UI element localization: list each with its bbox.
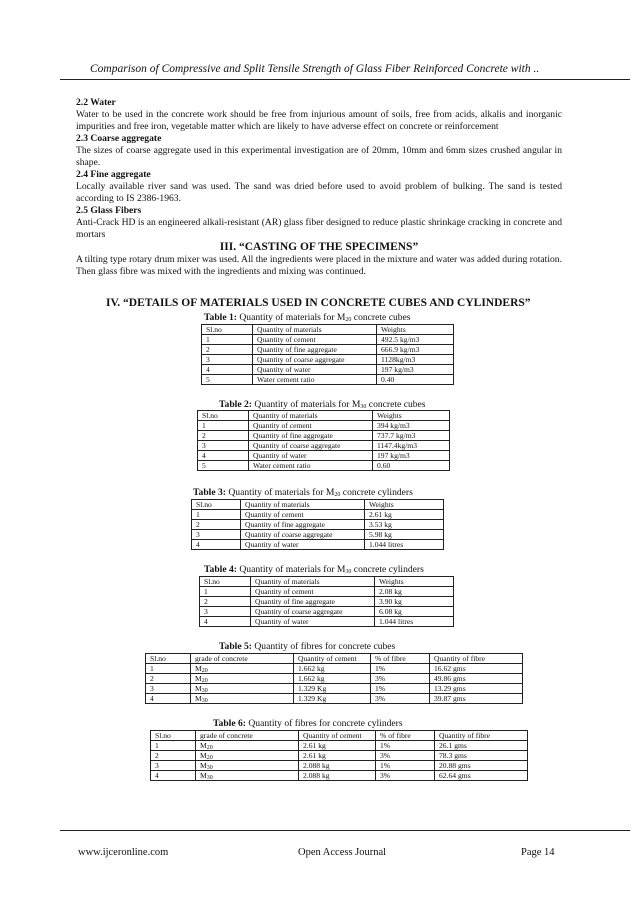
table-cell: 4 bbox=[151, 771, 196, 781]
table-cell: 2 bbox=[146, 674, 191, 684]
fibre-table-cylinders bbox=[150, 730, 528, 781]
table-cell: Quantity of materials bbox=[241, 500, 365, 510]
table-row bbox=[198, 441, 450, 451]
table-cell: Quantity of fine aggregate bbox=[251, 597, 375, 607]
table-row bbox=[192, 510, 444, 520]
table-header-row bbox=[202, 325, 454, 335]
table-cell: 1% bbox=[376, 741, 435, 751]
table-cell: 2.61 kg bbox=[299, 751, 376, 761]
table-cell: $M_{30}$ bbox=[196, 761, 299, 771]
table-header-row bbox=[151, 731, 528, 741]
table-cell: Quantity of cement bbox=[294, 654, 371, 664]
table-caption: Table 1: Quantity of materials for $M_{20}$ concrete cubes bbox=[204, 312, 411, 323]
materials-table-m30-cylinders bbox=[199, 576, 454, 627]
coarse-aggregate-heading: 2.3 Coarse aggregate bbox=[76, 133, 162, 144]
table-cell: 1128kg/m3 bbox=[377, 355, 454, 365]
table-cell: $M_{30}$ bbox=[191, 684, 294, 694]
table-cell: 1.329 Kg bbox=[294, 684, 371, 694]
table-row bbox=[192, 530, 444, 540]
table-cell: $M_{20}$ bbox=[191, 664, 294, 674]
table-cell: Sl.no bbox=[146, 654, 191, 664]
table-cell: 3 bbox=[192, 530, 241, 540]
table-row bbox=[146, 674, 523, 684]
table-row bbox=[200, 597, 454, 607]
table-cell: Quantity of fine aggregate bbox=[249, 431, 373, 441]
table-row bbox=[202, 345, 454, 355]
details-section-heading: IV. “DETAILS OF MATERIALS USED IN CONCRETE CUBES AND CYLINDERS” bbox=[106, 297, 531, 309]
table-cell: 39.87 gms bbox=[430, 694, 523, 704]
table-cell: Sl.no bbox=[200, 577, 251, 587]
table-cell: 3 bbox=[200, 607, 251, 617]
table-cell: 20.88 gms bbox=[435, 761, 528, 771]
table-cell: 1 bbox=[202, 335, 253, 345]
table-cell: 2.61 kg bbox=[365, 510, 444, 520]
table-row bbox=[202, 335, 454, 345]
table-header-row bbox=[192, 500, 444, 510]
table-cell: Water cement ratio bbox=[249, 461, 373, 471]
table-cell: Quantity of cement bbox=[241, 510, 365, 520]
table-row bbox=[198, 451, 450, 461]
table-cell: 666.9 kg/m3 bbox=[377, 345, 454, 355]
table-cell: Quantity of coarse aggregate bbox=[251, 607, 375, 617]
table-cell: 1 bbox=[192, 510, 241, 520]
table-cell: 1.044 litres bbox=[375, 617, 454, 627]
glass-fibers-paragraph: Anti-Crack HD is an engineered alkali-resistant (AR) glass fiber designed to reduce plastic shrinkage cracking in concrete and mortars bbox=[76, 217, 562, 240]
table-cell: 6.08 kg bbox=[375, 607, 454, 617]
table-cell: 3 bbox=[202, 355, 253, 365]
footer-journal: Open Access Journal bbox=[298, 847, 387, 858]
table-cell: Quantity of fine aggregate bbox=[241, 520, 365, 530]
running-header: Comparison of Compressive and Split Tensile Strength of Glass Fiber Reinforced Concrete with .. bbox=[90, 63, 540, 75]
table-caption: Table 2: Quantity of materials for $M_{30}$ concrete cubes bbox=[219, 399, 426, 410]
water-paragraph: Water to be used in the concrete work should be free from injurious amount of soils, free from acids, alkalis and inorganic impurities and free iron, vegetable matter which are likely to have adverse effect on concrete or reinforcement bbox=[76, 109, 562, 132]
table-row bbox=[146, 664, 523, 674]
table-cell: Quantity of cement bbox=[249, 421, 373, 431]
table-cell: 5.98 kg bbox=[365, 530, 444, 540]
table-caption: Table 5: Quantity of fibres for concrete cubes bbox=[219, 641, 396, 652]
fibre-table-cubes bbox=[145, 653, 523, 704]
table-row bbox=[202, 355, 454, 365]
table-cell: Quantity of water bbox=[249, 451, 373, 461]
casting-section-heading: III. “CASTING OF THE SPECIMENS” bbox=[219, 241, 419, 253]
table-cell: Quantity of fibre bbox=[435, 731, 528, 741]
table-cell: 492.5 kg/m3 bbox=[377, 335, 454, 345]
table-row bbox=[200, 617, 454, 627]
table-row bbox=[200, 607, 454, 617]
table-cell: Quantity of materials bbox=[253, 325, 377, 335]
table-cell: 1 bbox=[198, 421, 249, 431]
table-row bbox=[151, 761, 528, 771]
table-cell: 197 kg/m3 bbox=[373, 451, 450, 461]
materials-table-m20-cylinders bbox=[191, 499, 444, 550]
table-row bbox=[151, 751, 528, 761]
table-row bbox=[151, 771, 528, 781]
table-cell: 2.088 kg bbox=[299, 761, 376, 771]
table-cell: grade of concrete bbox=[196, 731, 299, 741]
table-caption: Table 3: Quantity of materials for $M_{20}$ concrete cylinders bbox=[193, 487, 413, 498]
table-cell: Weights bbox=[377, 325, 454, 335]
table-cell: $M_{30}$ bbox=[191, 694, 294, 704]
table-cell: 3% bbox=[371, 674, 430, 684]
table-cell: 2.08 kg bbox=[375, 587, 454, 597]
table-row bbox=[198, 461, 450, 471]
table-cell: Quantity of materials bbox=[249, 411, 373, 421]
table-cell: Quantity of cement bbox=[299, 731, 376, 741]
table-cell: Quantity of materials bbox=[251, 577, 375, 587]
table-cell: Quantity of fine aggregate bbox=[253, 345, 377, 355]
body-text bbox=[76, 97, 562, 278]
table-cell: Weights bbox=[375, 577, 454, 587]
table-cell: Quantity of coarse aggregate bbox=[253, 355, 377, 365]
fine-aggregate-paragraph: Locally available river sand was used. The sand was dried before used to avoid problem of bulking. The sand is tested according to IS 2386-1963. bbox=[76, 181, 562, 204]
table-cell: 3% bbox=[376, 771, 435, 781]
table-row bbox=[202, 375, 454, 385]
table-cell: 4 bbox=[202, 365, 253, 375]
table-cell: Sl.no bbox=[198, 411, 249, 421]
table-cell: 2 bbox=[202, 345, 253, 355]
footer-website: www.ijceronline.com bbox=[78, 847, 169, 858]
table-cell: 16.62 gms bbox=[430, 664, 523, 674]
table-cell: 1.662 kg bbox=[294, 674, 371, 684]
glass-fibers-heading: 2.5 Glass Fibers bbox=[76, 205, 142, 216]
table-header-row bbox=[198, 411, 450, 421]
table-header-row bbox=[200, 577, 454, 587]
casting-paragraph: A tilting type rotary drum mixer was used. All the ingredients were placed in the mixture and water was added during rotation. Then glass fibre was mixed with the ingredients and mixing was continued. bbox=[76, 254, 562, 277]
footer-rule bbox=[60, 830, 630, 831]
table-cell: Weights bbox=[365, 500, 444, 510]
table-header-row bbox=[146, 654, 523, 664]
table-cell: 78.3 gms bbox=[435, 751, 528, 761]
table-cell: Quantity of coarse aggregate bbox=[249, 441, 373, 451]
header-rule bbox=[60, 79, 630, 80]
table-row bbox=[198, 431, 450, 441]
table-cell: 3.53 kg bbox=[365, 520, 444, 530]
table-cell: Sl.no bbox=[151, 731, 196, 741]
table-cell: grade of concrete bbox=[191, 654, 294, 664]
table-cell: 2.088 kg bbox=[299, 771, 376, 781]
table-cell: 2.61 kg bbox=[299, 741, 376, 751]
table-cell: Sl.no bbox=[202, 325, 253, 335]
table-cell: 1% bbox=[376, 761, 435, 771]
table-cell: 1 bbox=[146, 664, 191, 674]
table-cell: 1% bbox=[371, 664, 430, 674]
table-cell: Quantity of cement bbox=[253, 335, 377, 345]
table-cell: $M_{30}$ bbox=[196, 771, 299, 781]
table-row bbox=[198, 421, 450, 431]
table-row bbox=[192, 540, 444, 550]
table-cell: 2 bbox=[198, 431, 249, 441]
table-cell: 3% bbox=[371, 694, 430, 704]
table-cell: $M_{20}$ bbox=[196, 741, 299, 751]
table-cell: 1147.4kg/m3 bbox=[373, 441, 450, 451]
table-cell: 4 bbox=[146, 694, 191, 704]
table-cell: 3.90 kg bbox=[375, 597, 454, 607]
table-row bbox=[146, 694, 523, 704]
table-cell: 4 bbox=[192, 540, 241, 550]
materials-table-m30-cubes bbox=[197, 410, 450, 471]
table-cell: 3 bbox=[151, 761, 196, 771]
table-cell: 49.86 gms bbox=[430, 674, 523, 684]
table-cell: Sl.no bbox=[192, 500, 241, 510]
table-row bbox=[192, 520, 444, 530]
table-cell: % of fibre bbox=[376, 731, 435, 741]
table-caption: Table 6: Quantity of fibres for concrete cylinders bbox=[213, 718, 403, 729]
table-cell: 197 kg/m3 bbox=[377, 365, 454, 375]
table-cell: 5 bbox=[202, 375, 253, 385]
table-cell: 4 bbox=[198, 451, 249, 461]
table-cell: 737.7 kg/m3 bbox=[373, 431, 450, 441]
table-cell: % of fibre bbox=[371, 654, 430, 664]
table-cell: 1.662 kg bbox=[294, 664, 371, 674]
table-cell: Quantity of water bbox=[253, 365, 377, 375]
table-cell: 2 bbox=[151, 751, 196, 761]
table-cell: 62.64 gms bbox=[435, 771, 528, 781]
footer-page-number: Page 14 bbox=[521, 847, 555, 858]
materials-table-m20-cubes bbox=[201, 324, 454, 385]
table-cell: 1% bbox=[371, 684, 430, 694]
fine-aggregate-heading: 2.4 Fine aggregate bbox=[76, 169, 151, 180]
table-cell: 26.1 gms bbox=[435, 741, 528, 751]
table-cell: Quantity of fibre bbox=[430, 654, 523, 664]
table-cell: 2 bbox=[200, 597, 251, 607]
table-row bbox=[146, 684, 523, 694]
table-cell: 3 bbox=[146, 684, 191, 694]
table-row bbox=[151, 741, 528, 751]
table-cell: 0.60 bbox=[373, 461, 450, 471]
table-cell: 13.29 gms bbox=[430, 684, 523, 694]
table-cell: Water cement ratio bbox=[253, 375, 377, 385]
table-caption: Table 4: Quantity of materials for $M_{30}$ concrete cylinders bbox=[204, 564, 424, 575]
table-cell: Weights bbox=[373, 411, 450, 421]
table-cell: $M_{20}$ bbox=[196, 751, 299, 761]
table-cell: 1 bbox=[200, 587, 251, 597]
table-cell: 0.40 bbox=[377, 375, 454, 385]
table-row bbox=[200, 587, 454, 597]
water-heading: 2.2 Water bbox=[76, 97, 116, 108]
table-cell: Quantity of coarse aggregate bbox=[241, 530, 365, 540]
table-cell: 3 bbox=[198, 441, 249, 451]
table-cell: 394 kg/m3 bbox=[373, 421, 450, 431]
table-cell: 2 bbox=[192, 520, 241, 530]
coarse-aggregate-paragraph: The sizes of coarse aggregate used in this experimental investigation are of 20mm, 10mm and 6mm sizes crushed angular in shape. bbox=[76, 145, 562, 168]
table-cell: Quantity of water bbox=[251, 617, 375, 627]
table-cell: 1.329 Kg bbox=[294, 694, 371, 704]
table-cell: 1.044 litres bbox=[365, 540, 444, 550]
table-cell: 3% bbox=[376, 751, 435, 761]
table-cell: $M_{20}$ bbox=[191, 674, 294, 684]
table-row bbox=[202, 365, 454, 375]
table-cell: Quantity of water bbox=[241, 540, 365, 550]
table-cell: 5 bbox=[198, 461, 249, 471]
table-cell: Quantity of cement bbox=[251, 587, 375, 597]
table-cell: 4 bbox=[200, 617, 251, 627]
table-cell: 1 bbox=[151, 741, 196, 751]
